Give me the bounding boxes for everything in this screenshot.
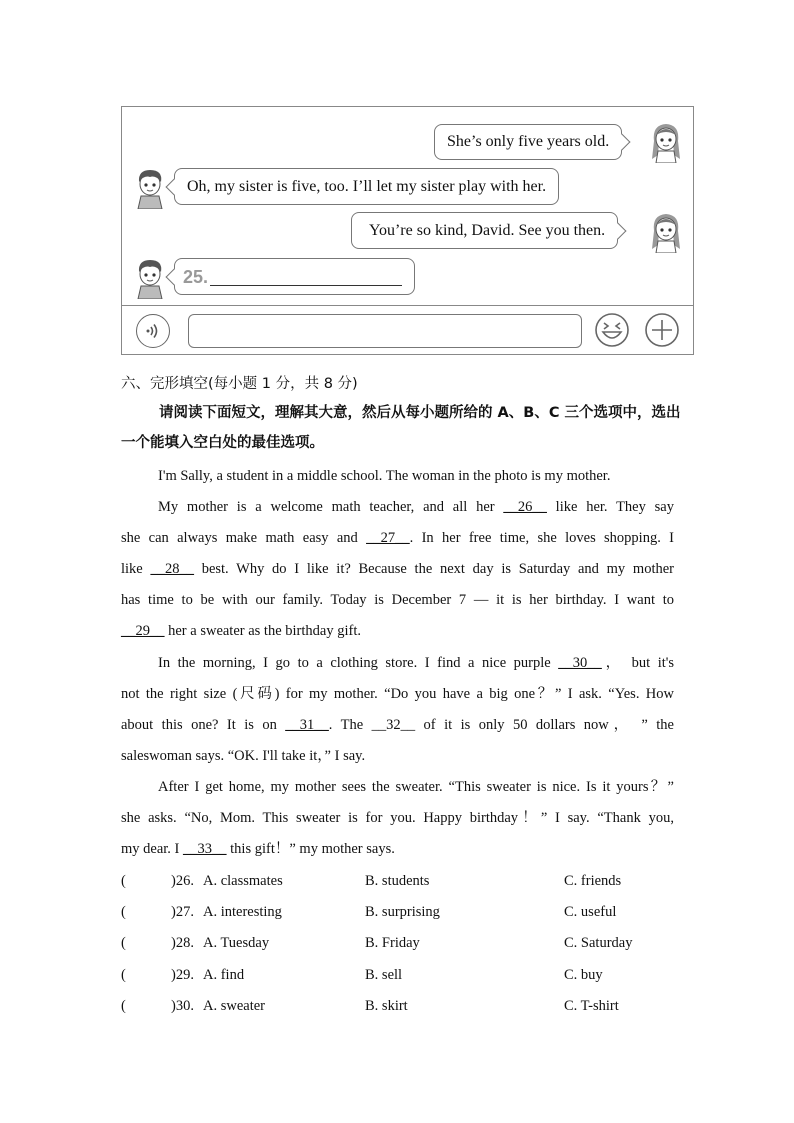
section-heading: 六、完形填空(每小题 1 分，共 8 分) (121, 376, 358, 392)
passage-paragraph-1 (121, 461, 674, 492)
voice-icon (143, 321, 163, 341)
blank-line (210, 267, 402, 286)
blank-31[interactable]: __31__ (285, 717, 329, 733)
option-c[interactable]: C. T-shirt (564, 998, 619, 1014)
option-a[interactable]: A. find (203, 967, 245, 983)
question-28 (121, 928, 681, 959)
option-c[interactable]: C. buy (564, 967, 603, 983)
chat-input-bar (122, 305, 693, 354)
boy-avatar-icon (130, 165, 170, 209)
question-29 (121, 960, 681, 991)
plus-icon[interactable] (644, 312, 680, 348)
option-a[interactable]: A. interesting (203, 904, 282, 920)
option-c[interactable]: C. friends (564, 873, 622, 889)
option-b[interactable]: B. sell (365, 967, 403, 983)
question-number: )27. (171, 904, 194, 920)
chat-message (351, 212, 618, 249)
option-b[interactable]: B. Friday (365, 935, 420, 951)
option-a[interactable]: A. classmates (203, 873, 283, 889)
passage-text: I'm Sally, a student in a middle school. The woman in the photo is my mother. (158, 468, 611, 484)
question-30 (121, 991, 681, 1022)
option-a[interactable]: A. sweater (203, 998, 266, 1014)
blank-30[interactable]: __30__ (558, 655, 602, 671)
question-number: )26. (171, 873, 194, 889)
blank-26[interactable]: __26__ (503, 499, 547, 515)
question-number: )30. (171, 998, 194, 1014)
message-text: You’re so kind, David. See you then. (369, 221, 606, 239)
passage-paragraph-4: After I get home, my mother sees the sweater. “This sweater is nice. Is it yours？” she asks. “No, Mom. This sweater is for you. Happy birthday！” I say. “Thank you, my dear. I __33__ this gift！” my mother says. (121, 779, 674, 857)
passage-paragraph-2: My mother is a welcome math teacher, and all her __26__ like her. They say she can always make math easy and __27__. In her free time, she loves shopping. I like __28__ best. Why do I like it? Because the next day is Saturday and my mother has time to be with our family. Today is December 7 — it is her birthday. I want to __29__ her a sweater as the birthday gift. (121, 499, 674, 639)
chat-message (434, 124, 622, 160)
message-text: Oh, my sister is five, too. I’ll let my sister play with her. (187, 177, 547, 195)
answer-blank-25[interactable] (174, 258, 415, 295)
girl-avatar-icon (646, 209, 686, 253)
answer-paren[interactable]: ( (121, 873, 126, 889)
answer-paren[interactable]: ( (121, 967, 126, 983)
passage-paragraph-3: In the morning, I go to a clothing store. I find a nice purple __30__， but it's not the right size (尺码) for my mother. “Do you have a big one？” I ask. “Yes. How about this one? It is on __31__. The __32__ of it is only 50 dollars now， ” the saleswoman says. “OK. I'll take it，” I say. (121, 655, 675, 764)
option-c[interactable]: C. Saturday (564, 935, 633, 951)
message-text: She’s only five years old. (447, 133, 610, 150)
answer-paren[interactable]: ( (121, 998, 126, 1014)
answer-paren[interactable]: ( (121, 935, 126, 951)
message-input[interactable] (188, 314, 582, 348)
option-b[interactable]: B. students (365, 873, 430, 889)
blank-33[interactable]: __33__ (183, 841, 227, 857)
emoji-icon[interactable] (594, 312, 630, 348)
blank-29[interactable]: __29__ (121, 623, 165, 639)
option-b[interactable]: B. surprising (365, 904, 440, 920)
blank-28[interactable]: __28__ (150, 561, 194, 577)
girl-avatar-icon (646, 119, 686, 163)
question-number: )29. (171, 967, 194, 983)
question-number: )28. (171, 935, 194, 951)
question-26 (121, 866, 681, 897)
blank-number: 25. (183, 266, 209, 287)
boy-avatar-icon (130, 255, 170, 299)
voice-button[interactable] (136, 314, 170, 348)
option-b[interactable]: B. skirt (365, 998, 408, 1014)
section-instruction: 请阅读下面短文，理解其大意，然后从每小题所给的 A、B、C 三个选项中，选出一个能填入空白处的最佳选项。 (121, 405, 681, 451)
answer-paren[interactable]: ( (121, 904, 126, 920)
chat-window (121, 106, 694, 355)
blank-27[interactable]: __27__ (366, 530, 410, 546)
question-27 (121, 897, 681, 928)
option-c[interactable]: C. useful (564, 904, 617, 920)
chat-message (174, 168, 559, 205)
option-a[interactable]: A. Tuesday (203, 935, 270, 951)
